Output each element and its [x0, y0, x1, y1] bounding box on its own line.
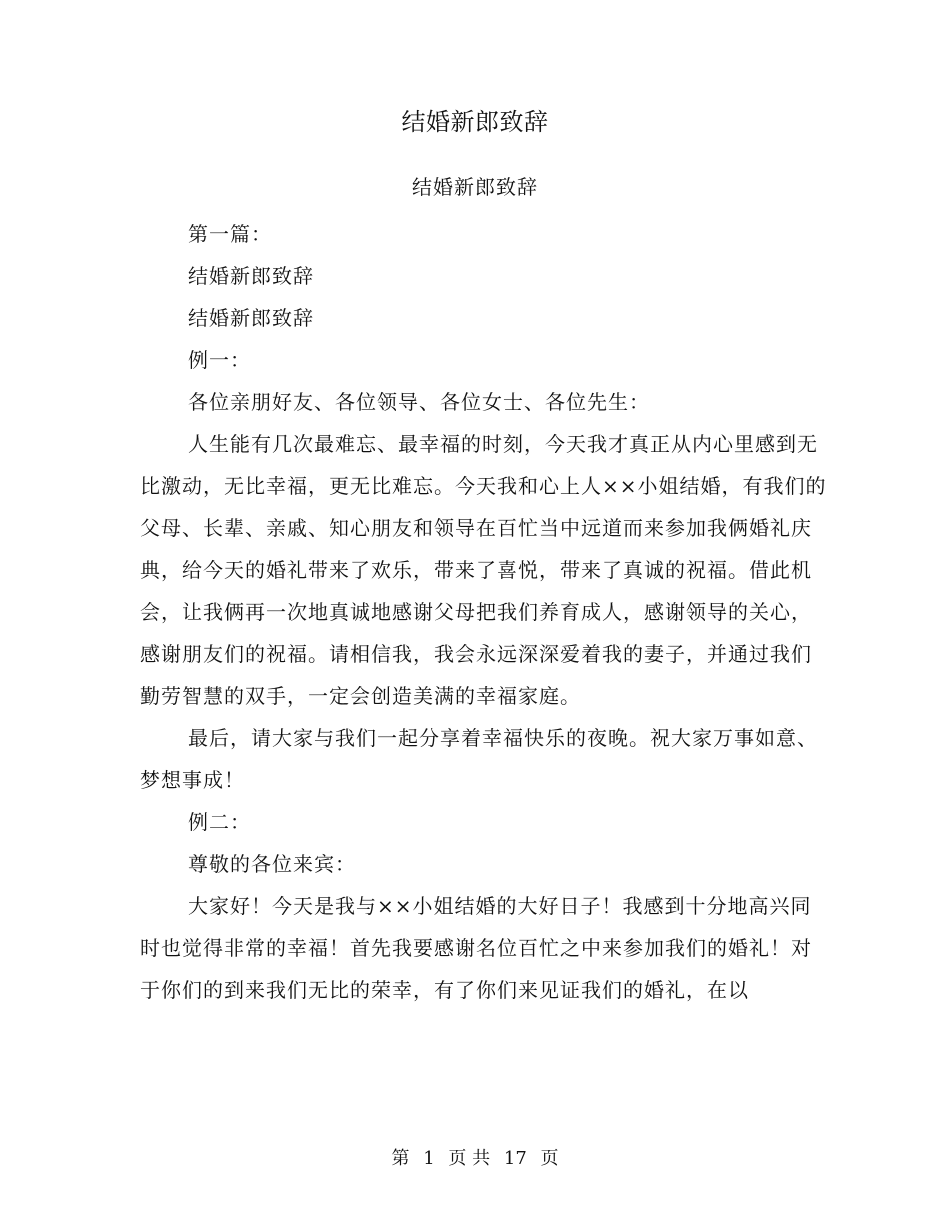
total-page-count: 17 — [503, 1148, 527, 1169]
paragraph: 例一： — [188, 348, 251, 372]
document-subtitle: 结婚新郎致辞 — [412, 175, 538, 199]
paragraph: 结婚新郎致辞 — [188, 306, 314, 330]
paragraph: 各位亲朋好友、各位领导、各位女士、各位先生： — [188, 390, 650, 414]
current-page-number: 1 — [423, 1148, 435, 1169]
paragraph: 例二： — [188, 810, 251, 834]
paragraph: 第一篇： — [188, 222, 272, 246]
page-footer — [0, 1146, 950, 1172]
page-label-suffix: 页 — [540, 1148, 559, 1169]
page-label-mid: 页 共 — [448, 1148, 491, 1169]
paragraph: 人生能有几次最难忘、最幸福的时刻，今天我才真正从内心里感到无比激动，无比幸福，更无比难忘。今天我和心上人××小姐结婚，有我们的父母、长辈、亲戚、知心朋友和领导在百忙当中远道而来参加我俩婚礼庆典，给今天的婚礼带来了欢乐，带来了喜悦，带来了真诚的祝福。借此机会，让我俩再一次地真诚地感谢父母把我们养育成人，感谢领导的关心，感谢朋友们的祝福。请相信我，我会永远深深爱着我的妻子，并通过我们勤劳智慧的双手，一定会创造美满的幸福家庭。 — [140, 432, 827, 708]
paragraph: 大家好！今天是我与××小姐结婚的大好日子！我感到十分地高兴同时也觉得非常的幸福！首先我要感谢名位百忙之中来参加我们的婚礼！对于你们的到来我们无比的荣幸，有了你们来见证我们的婚礼，在以 — [140, 894, 812, 1002]
paragraph: 结婚新郎致辞 — [188, 264, 314, 288]
document-title: 结婚新郎致辞 — [401, 108, 549, 136]
paragraph: 尊敬的各位来宾： — [188, 852, 356, 876]
page-label-prefix: 第 — [391, 1148, 410, 1169]
document-body — [140, 213, 830, 1011]
paragraph: 最后，请大家与我们一起分享着幸福快乐的夜晚。祝大家万事如意、梦想事成！ — [140, 726, 818, 792]
